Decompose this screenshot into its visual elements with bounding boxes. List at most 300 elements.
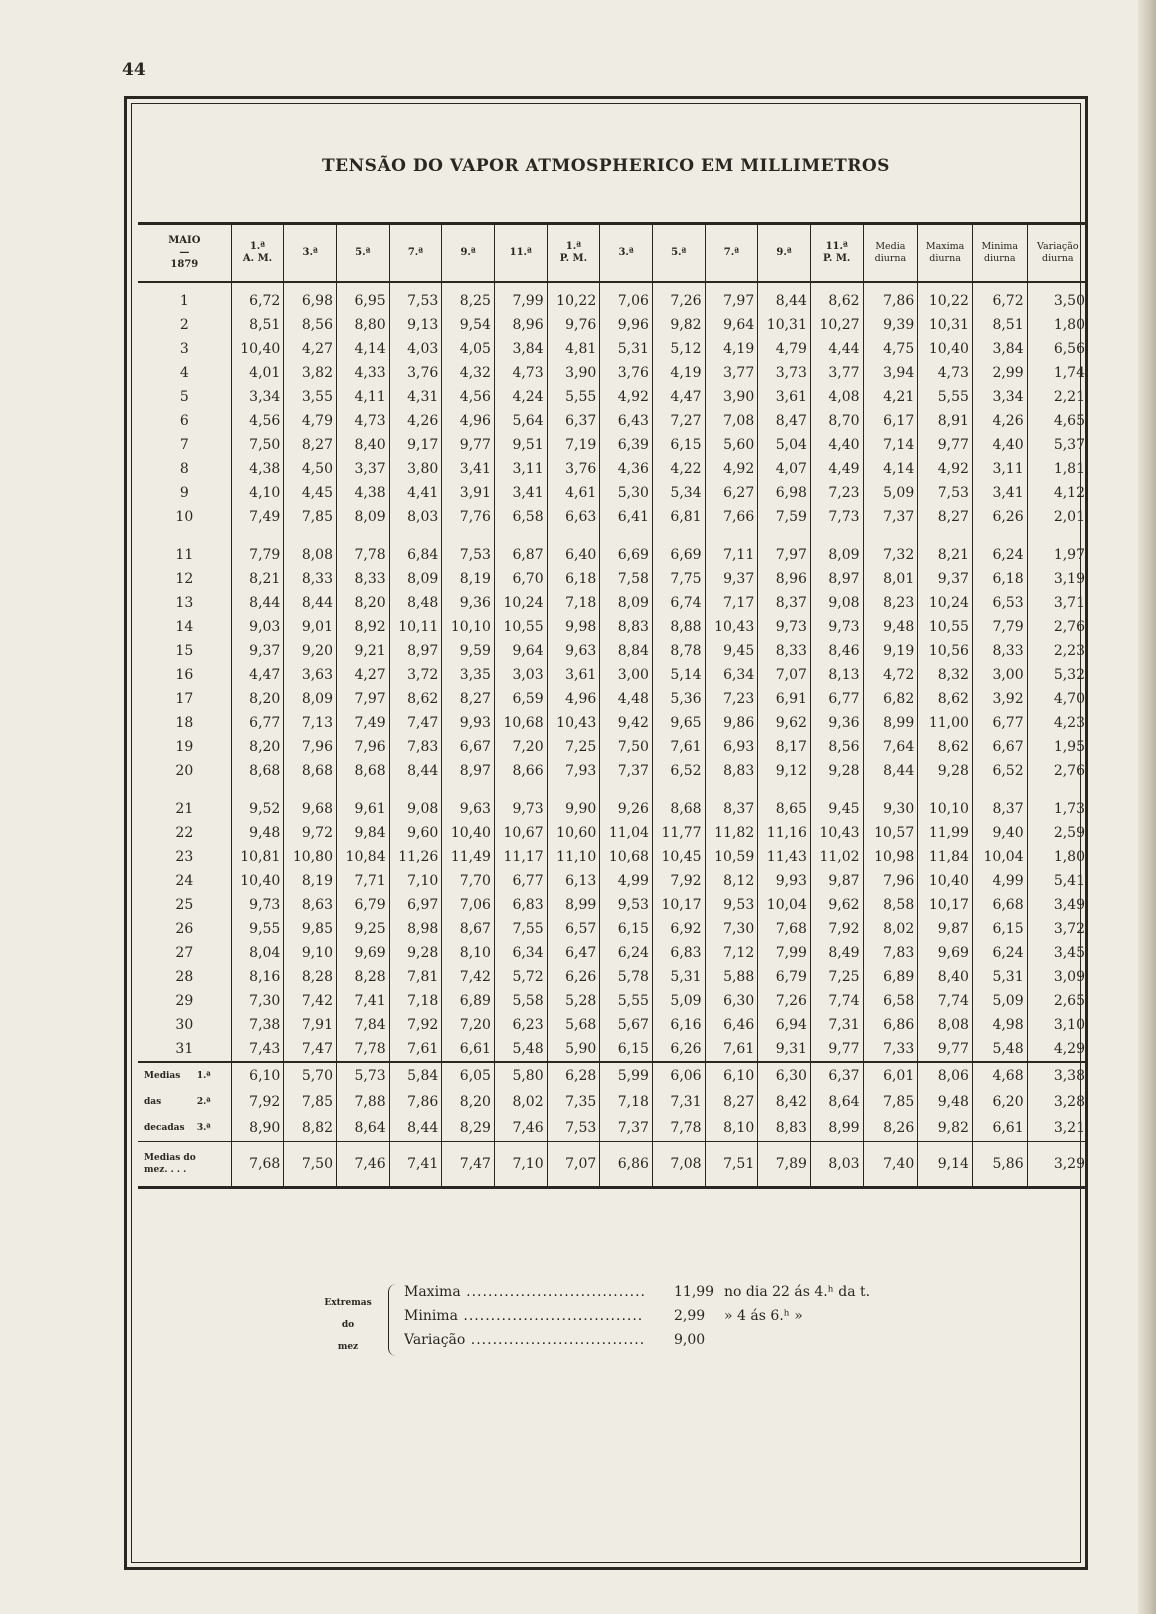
page-number: 44: [122, 60, 146, 80]
value-cell: 7,06: [600, 282, 653, 313]
table-row: [138, 989, 1088, 1013]
value-cell: 3,71: [1027, 591, 1088, 615]
value-cell: 4,48: [600, 687, 653, 711]
value-cell: 5,88: [705, 965, 758, 989]
spacer-cell: [972, 529, 1027, 543]
value-cell: 5,58: [494, 989, 547, 1013]
value-cell: 8,09: [284, 687, 337, 711]
value-cell: 8,23: [863, 591, 918, 615]
value-cell: 10,45: [652, 845, 705, 869]
value-cell: 3,34: [972, 385, 1027, 409]
value-cell: 9,45: [810, 797, 863, 821]
book-spine: [1138, 0, 1156, 1614]
value-cell: 5,90: [547, 1037, 600, 1062]
value-cell: 8,51: [231, 313, 284, 337]
value-cell: 7,61: [389, 1037, 442, 1062]
value-cell: 8,68: [284, 759, 337, 783]
value-cell: 9,53: [600, 893, 653, 917]
value-cell: 9,77: [918, 433, 973, 457]
value-cell: 5,55: [547, 385, 600, 409]
extreme-name: Variação .....: [404, 1332, 644, 1348]
value-cell: 10,57: [863, 821, 918, 845]
value-cell: 4,11: [336, 385, 389, 409]
value-cell: 4,21: [863, 385, 918, 409]
value-cell: 5,70: [284, 1062, 337, 1089]
value-cell: 7,14: [863, 433, 918, 457]
value-cell: 9,01: [284, 615, 337, 639]
value-cell: 11,82: [705, 821, 758, 845]
value-cell: 8,56: [284, 313, 337, 337]
value-cell: 8,33: [336, 567, 389, 591]
value-cell: 6,67: [442, 735, 495, 759]
table-row: [138, 821, 1088, 845]
value-cell: 7,99: [494, 282, 547, 313]
value-cell: 6,69: [652, 543, 705, 567]
value-cell: 9,48: [918, 1089, 973, 1115]
value-cell: 8,47: [758, 409, 811, 433]
extreme-value: 2,99: [674, 1308, 706, 1324]
value-cell: 8,42: [758, 1089, 811, 1115]
header-line: A. M.: [242, 253, 273, 264]
day-cell: 20: [175, 763, 194, 779]
value-cell: 4,73: [336, 409, 389, 433]
value-cell: 5,41: [1027, 869, 1088, 893]
value-cell: 9,36: [442, 591, 495, 615]
value-cell: 9,10: [284, 941, 337, 965]
value-cell: 9,26: [600, 797, 653, 821]
header-column: [442, 224, 495, 283]
page-title: TENSÃO DO VAPOR ATMOSPHERICO EM MILLIMETROS: [322, 156, 890, 176]
value-cell: 7,10: [494, 1142, 547, 1188]
value-cell: 6,10: [231, 1062, 284, 1089]
table-row: [138, 797, 1088, 821]
spacer-cell: [284, 529, 337, 543]
value-cell: 7,35: [547, 1089, 600, 1115]
value-cell: 6,37: [547, 409, 600, 433]
header-line: MAIO: [168, 235, 201, 246]
day-cell: 9: [179, 485, 189, 501]
value-cell: 5,31: [600, 337, 653, 361]
value-cell: 9,98: [547, 615, 600, 639]
value-cell: 7,78: [336, 543, 389, 567]
day-cell: 14: [175, 619, 194, 635]
value-cell: 4,56: [231, 409, 284, 433]
spacer-cell: [652, 529, 705, 543]
value-cell: 5,84: [389, 1062, 442, 1089]
header-line: 1.ª: [249, 241, 266, 252]
value-cell: 8,96: [494, 313, 547, 337]
extremes-label-line: do: [341, 1320, 355, 1330]
value-cell: 11,10: [547, 845, 600, 869]
header-line: 7.ª: [407, 247, 424, 258]
value-cell: 9,76: [547, 313, 600, 337]
value-cell: 9,28: [389, 941, 442, 965]
value-cell: 8,28: [284, 965, 337, 989]
value-cell: 6,69: [600, 543, 653, 567]
value-cell: 9,93: [442, 711, 495, 735]
value-cell: 6,56: [1027, 337, 1088, 361]
value-cell: 6,57: [547, 917, 600, 941]
value-cell: 6,79: [336, 893, 389, 917]
value-cell: 8,98: [389, 917, 442, 941]
decade-label: das: [144, 1097, 162, 1107]
decade-mean-row: [138, 1115, 1088, 1142]
value-cell: 7,55: [494, 917, 547, 941]
value-cell: 2,76: [1027, 615, 1088, 639]
value-cell: 8,44: [284, 591, 337, 615]
value-cell: 5,09: [863, 481, 918, 505]
value-cell: 7,76: [442, 505, 495, 529]
value-cell: 6,28: [547, 1062, 600, 1089]
value-cell: 8,03: [810, 1142, 863, 1188]
value-cell: 7,97: [336, 687, 389, 711]
value-cell: 4,47: [231, 663, 284, 687]
value-cell: 4,19: [652, 361, 705, 385]
value-cell: 6,83: [652, 941, 705, 965]
value-cell: 4,92: [705, 457, 758, 481]
value-cell: 9,93: [758, 869, 811, 893]
value-cell: 10,68: [494, 711, 547, 735]
value-cell: 9,69: [918, 941, 973, 965]
value-cell: 6,70: [494, 567, 547, 591]
spacer-cell: [810, 783, 863, 797]
value-cell: 8,19: [284, 869, 337, 893]
value-cell: 7,10: [389, 869, 442, 893]
spacer-row: [138, 783, 1088, 797]
header-line: 3.ª: [618, 247, 634, 258]
value-cell: 8,96: [758, 567, 811, 591]
value-cell: 4,98: [972, 1013, 1027, 1037]
value-cell: 5,09: [652, 989, 705, 1013]
value-cell: 8,44: [231, 591, 284, 615]
value-cell: 7,85: [284, 505, 337, 529]
value-cell: 7,79: [231, 543, 284, 567]
value-cell: 8,63: [284, 893, 337, 917]
value-cell: 5,31: [972, 965, 1027, 989]
header-line: diurna: [983, 253, 1016, 264]
table-header: [138, 224, 1088, 283]
day-cell: 15: [175, 643, 194, 659]
value-cell: 7,78: [652, 1115, 705, 1142]
value-cell: 4,79: [758, 337, 811, 361]
value-cell: 8,66: [494, 759, 547, 783]
value-cell: 4,73: [494, 361, 547, 385]
value-cell: 7,08: [652, 1142, 705, 1188]
value-cell: 10,24: [494, 591, 547, 615]
value-cell: 6,52: [652, 759, 705, 783]
header-line: —: [179, 247, 190, 258]
day-cell: 4: [179, 365, 189, 381]
value-cell: 9,36: [810, 711, 863, 735]
value-cell: 7,92: [231, 1089, 284, 1115]
header-column: [600, 224, 653, 283]
value-cell: 11,43: [758, 845, 811, 869]
value-cell: 9,85: [284, 917, 337, 941]
vapor-tension-table: [138, 222, 1088, 1189]
value-cell: 8,33: [758, 639, 811, 663]
value-cell: 6,41: [600, 505, 653, 529]
extreme-detail: » 4 ás 6.ʰ »: [724, 1308, 803, 1324]
value-cell: 6,59: [494, 687, 547, 711]
value-cell: 3,94: [863, 361, 918, 385]
value-cell: 3,84: [972, 337, 1027, 361]
table-row: [138, 965, 1088, 989]
spacer-cell: [231, 529, 284, 543]
value-cell: 3,82: [284, 361, 337, 385]
value-cell: 8,70: [810, 409, 863, 433]
value-cell: 5,31: [652, 965, 705, 989]
value-cell: 5,09: [972, 989, 1027, 1013]
value-cell: 7,30: [231, 989, 284, 1013]
value-cell: 3,19: [1027, 567, 1088, 591]
header-line: 5.ª: [671, 247, 687, 258]
spacer-cell: [705, 783, 758, 797]
value-cell: 7,30: [705, 917, 758, 941]
value-cell: 10,40: [231, 337, 284, 361]
value-cell: 6,77: [972, 711, 1027, 735]
value-cell: 7,08: [705, 409, 758, 433]
value-cell: 5,80: [494, 1062, 547, 1089]
value-cell: 2,01: [1027, 505, 1088, 529]
decade-mean-row: [138, 1089, 1088, 1115]
value-cell: 3,00: [600, 663, 653, 687]
value-cell: 7,96: [863, 869, 918, 893]
value-cell: 9,96: [600, 313, 653, 337]
value-cell: 9,60: [389, 821, 442, 845]
value-cell: 7,66: [705, 505, 758, 529]
value-cell: 6,34: [494, 941, 547, 965]
value-cell: 5,67: [600, 1013, 653, 1037]
value-cell: 6,68: [972, 893, 1027, 917]
value-cell: 8,26: [863, 1115, 918, 1142]
value-cell: 6,46: [705, 1013, 758, 1037]
value-cell: 7,75: [652, 567, 705, 591]
spacer-cell: [600, 529, 653, 543]
value-cell: 10,40: [442, 821, 495, 845]
value-cell: 9,64: [705, 313, 758, 337]
value-cell: 4,38: [336, 481, 389, 505]
value-cell: 8,10: [705, 1115, 758, 1142]
day-cell: 13: [175, 595, 194, 611]
value-cell: 7,25: [810, 965, 863, 989]
header-column: [389, 224, 442, 283]
spacer-cell: [336, 783, 389, 797]
value-cell: 1,74: [1027, 361, 1088, 385]
value-cell: 7,96: [284, 735, 337, 759]
value-cell: 3,77: [810, 361, 863, 385]
day-cell: 21: [175, 801, 194, 817]
value-cell: 8,97: [810, 567, 863, 591]
value-cell: 7,92: [652, 869, 705, 893]
table-frame-inner: [131, 103, 1085, 1563]
value-cell: 4,24: [494, 385, 547, 409]
value-cell: 8,80: [336, 313, 389, 337]
value-cell: 9,62: [758, 711, 811, 735]
spacer-cell: [972, 783, 1027, 797]
header-column: [810, 224, 863, 283]
spacer-cell: [863, 529, 918, 543]
value-cell: 7,38: [231, 1013, 284, 1037]
value-cell: 6,26: [972, 505, 1027, 529]
value-cell: 4,73: [918, 361, 973, 385]
spacer-cell: [705, 529, 758, 543]
value-cell: 6,53: [972, 591, 1027, 615]
value-cell: 8,90: [231, 1115, 284, 1142]
value-cell: 4,36: [600, 457, 653, 481]
value-cell: 3,41: [972, 481, 1027, 505]
value-cell: 10,11: [389, 615, 442, 639]
value-cell: 3,84: [494, 337, 547, 361]
value-cell: 6,58: [863, 989, 918, 1013]
value-cell: 8,40: [918, 965, 973, 989]
value-cell: 9,25: [336, 917, 389, 941]
table-row: [138, 457, 1088, 481]
value-cell: 9,42: [600, 711, 653, 735]
day-cell: 24: [175, 873, 194, 889]
value-cell: 6,15: [652, 433, 705, 457]
value-cell: 6,89: [863, 965, 918, 989]
value-cell: 8,01: [863, 567, 918, 591]
value-cell: 8,88: [652, 615, 705, 639]
header-column: [231, 224, 284, 283]
table-row: [138, 735, 1088, 759]
spacer-cell: [389, 783, 442, 797]
value-cell: 8,32: [918, 663, 973, 687]
value-cell: 9,84: [336, 821, 389, 845]
table-row: [138, 687, 1088, 711]
table-row: [138, 313, 1088, 337]
value-cell: 9,54: [442, 313, 495, 337]
value-cell: 8,17: [758, 735, 811, 759]
header-column: [494, 224, 547, 283]
value-cell: 9,63: [547, 639, 600, 663]
value-cell: 8,13: [810, 663, 863, 687]
value-cell: 9,55: [231, 917, 284, 941]
table-row: [138, 1037, 1088, 1062]
value-cell: 4,31: [389, 385, 442, 409]
value-cell: 7,50: [231, 433, 284, 457]
header-line: 9.ª: [776, 247, 792, 258]
day-cell: 8: [179, 461, 189, 477]
value-cell: 7,91: [284, 1013, 337, 1037]
value-cell: 7,86: [389, 1089, 442, 1115]
value-cell: 9,40: [972, 821, 1027, 845]
value-cell: 7,50: [600, 735, 653, 759]
value-cell: 3,92: [972, 687, 1027, 711]
value-cell: 10,10: [918, 797, 973, 821]
value-cell: 5,72: [494, 965, 547, 989]
value-cell: 8,82: [284, 1115, 337, 1142]
value-cell: 5,73: [336, 1062, 389, 1089]
table-row: [138, 505, 1088, 529]
value-cell: 7,93: [547, 759, 600, 783]
header-month-year: [138, 224, 231, 283]
value-cell: 7,86: [863, 282, 918, 313]
value-cell: 3,11: [972, 457, 1027, 481]
value-cell: 7,70: [442, 869, 495, 893]
value-cell: 8,56: [810, 735, 863, 759]
value-cell: 4,44: [810, 337, 863, 361]
value-cell: 8,27: [284, 433, 337, 457]
value-cell: 4,75: [863, 337, 918, 361]
value-cell: 7,47: [389, 711, 442, 735]
value-cell: 8,97: [389, 639, 442, 663]
value-cell: 5,48: [494, 1037, 547, 1062]
value-cell: 9,37: [231, 639, 284, 663]
value-cell: 8,03: [389, 505, 442, 529]
value-cell: 6,77: [494, 869, 547, 893]
header-line: 9.ª: [460, 247, 476, 258]
value-cell: 9,68: [284, 797, 337, 821]
value-cell: 8,40: [336, 433, 389, 457]
value-cell: 5,12: [652, 337, 705, 361]
value-cell: 6,39: [600, 433, 653, 457]
extremes-brace: [388, 1284, 399, 1356]
spacer-cell: [547, 529, 600, 543]
month-label-line: mez. . . .: [144, 1165, 187, 1175]
value-cell: 9,08: [810, 591, 863, 615]
value-cell: 9,14: [918, 1142, 973, 1188]
value-cell: 8,25: [442, 282, 495, 313]
value-cell: 3,45: [1027, 941, 1088, 965]
value-cell: 7,37: [863, 505, 918, 529]
value-cell: 4,99: [600, 869, 653, 893]
value-cell: 10,40: [918, 337, 973, 361]
value-cell: 9,48: [863, 615, 918, 639]
value-cell: 10,22: [918, 282, 973, 313]
value-cell: 7,41: [336, 989, 389, 1013]
value-cell: 4,79: [284, 409, 337, 433]
value-cell: 9,73: [231, 893, 284, 917]
day-cell: 22: [175, 825, 194, 841]
table-row: [138, 433, 1088, 457]
extreme-detail: no dia 22 ás 4.ʰ da t.: [724, 1284, 871, 1300]
value-cell: 8,09: [810, 543, 863, 567]
value-cell: 4,33: [336, 361, 389, 385]
value-cell: 9,82: [918, 1115, 973, 1142]
value-cell: 6,77: [231, 711, 284, 735]
value-cell: 9,51: [494, 433, 547, 457]
value-cell: 5,04: [758, 433, 811, 457]
table-row: [138, 869, 1088, 893]
value-cell: 8,51: [972, 313, 1027, 337]
value-cell: 8,84: [600, 639, 653, 663]
value-cell: 11,84: [918, 845, 973, 869]
header-line: 7.ª: [723, 247, 740, 258]
value-cell: 4,23: [1027, 711, 1088, 735]
value-cell: 4,92: [600, 385, 653, 409]
value-cell: 8,02: [494, 1089, 547, 1115]
header-line: 5.ª: [355, 247, 371, 258]
table-row: [138, 917, 1088, 941]
value-cell: 10,56: [918, 639, 973, 663]
value-cell: 5,68: [547, 1013, 600, 1037]
value-cell: 6,37: [810, 1062, 863, 1089]
value-cell: 1,95: [1027, 735, 1088, 759]
value-cell: 5,64: [494, 409, 547, 433]
value-cell: 3,41: [494, 481, 547, 505]
value-cell: 6,24: [972, 941, 1027, 965]
value-cell: 7,20: [442, 1013, 495, 1037]
value-cell: 4,40: [972, 433, 1027, 457]
spacer-cell: [494, 783, 547, 797]
value-cell: 8,64: [810, 1089, 863, 1115]
value-cell: 7,26: [758, 989, 811, 1013]
value-cell: 8,04: [231, 941, 284, 965]
value-cell: 10,98: [863, 845, 918, 869]
value-cell: 7,46: [336, 1142, 389, 1188]
header-line: diurna: [929, 253, 961, 264]
